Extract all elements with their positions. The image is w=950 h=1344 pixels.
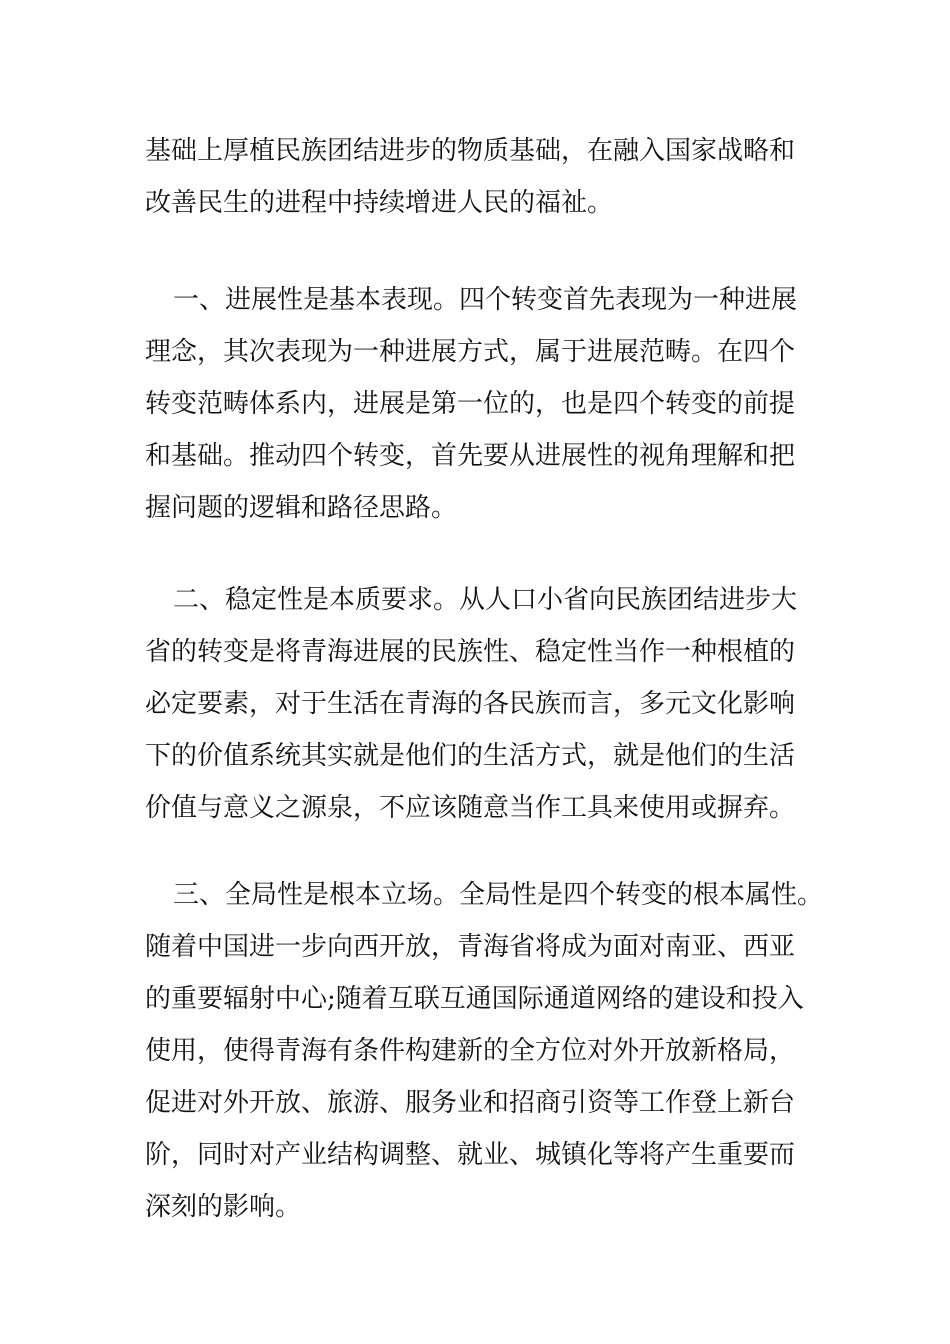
- text-line: 促进对外开放、旅游、服务业和招商引资等工作登上新台: [145, 1088, 796, 1118]
- text-line: 二、稳定性是本质要求。从人口小省向民族团结进步大: [173, 585, 798, 615]
- text-line: 随着中国进一步向西开放，青海省将成为面对南亚、西亚: [145, 932, 796, 962]
- paragraph-intro: [145, 125, 825, 229]
- text-line: 转变范畴体系内，进展是第一位的，也是四个转变的前提: [145, 389, 796, 419]
- text-line: 价值与意义之源泉，不应该随意当作工具来使用或摒弃。: [145, 793, 796, 823]
- paragraph-development: [145, 274, 825, 534]
- text-line: 下的价值系统其实就是他们的生活方式，就是他们的生活: [145, 741, 796, 771]
- paragraph-overall: [145, 869, 825, 1233]
- text-line: 理念，其次表现为一种进展方式，属于进展范畴。在四个: [145, 337, 796, 367]
- text-line: 深刻的影响。: [145, 1192, 302, 1222]
- text-line: 阶，同时对产业结构调整、就业、城镇化等将产生重要而: [145, 1140, 796, 1170]
- text-line: 的重要辐射中心;随着互联互通国际通道网络的建设和投入: [145, 984, 804, 1014]
- text-line: 使用，使得青海有条件构建新的全方位对外开放新格局，: [145, 1036, 796, 1066]
- text-line: 必定要素，对于生活在青海的各民族而言，多元文化影响: [145, 689, 796, 719]
- text-line: 改善民生的进程中持续增进人民的福祉。: [145, 188, 614, 218]
- text-line: 基础上厚植民族团结进步的物质基础，在融入国家战略和: [145, 136, 796, 166]
- text-line: 和基础。推动四个转变，首先要从进展性的视角理解和把: [145, 441, 796, 471]
- text-line: 一、进展性是基本表现。四个转变首先表现为一种进展: [173, 285, 798, 315]
- text-line: 握问题的逻辑和路径思路。: [145, 493, 458, 523]
- text-line: 省的转变是将青海进展的民族性、稳定性当作一种根植的: [145, 637, 796, 667]
- paragraph-stability: [145, 574, 825, 834]
- text-line: 三、全局性是根本立场。全局性是四个转变的根本属性。: [173, 880, 824, 910]
